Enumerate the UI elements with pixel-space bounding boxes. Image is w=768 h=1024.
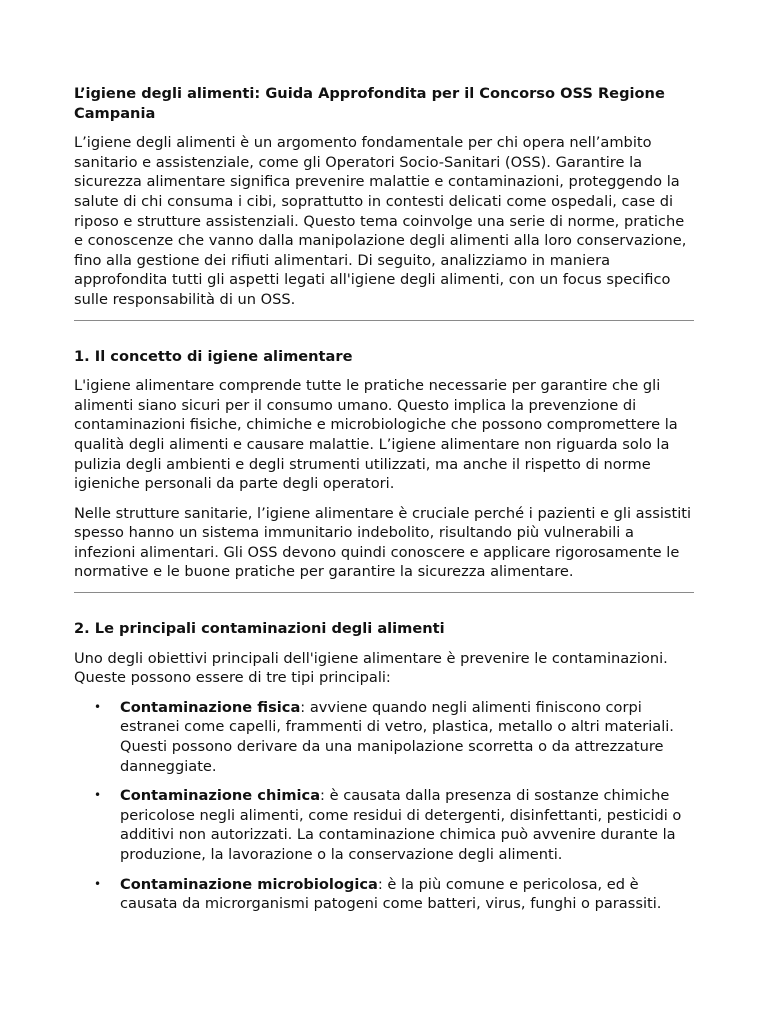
list-item	[94, 698, 694, 776]
section-2-heading: 2. Le principali contaminazioni degli alimenti	[74, 620, 445, 638]
bullet-icon: •	[94, 876, 102, 891]
list-item-text: : avviene quando negli alimenti finiscono corpi estranei come capelli, frammenti di vetro, plastica, metallo o altri materiali. Questi possono derivare da una manipolazione scorretta o da attrezzature danneggiate.	[120, 698, 674, 775]
section-2-paragraph-1: Uno degli obiettivi principali dell'igiene alimentare è prevenire le contaminazioni. Queste possono essere di tre tipi principali:	[74, 649, 668, 687]
bullet-icon: •	[94, 788, 102, 803]
section-1-heading: 1. Il concetto di igiene alimentare	[74, 347, 353, 365]
intro-paragraph: L’igiene degli alimenti è un argomento fondamentale per chi opera nell’ambito sanitario e assistenziale, come gli Operatori Socio-Sanitari (OSS). Garantire la sicurezza alimentare significa prevenire malattie e contaminazioni, proteggendo la salute di chi consuma i cibi, soprattutto in contesti delicati come ospedali, case di riposo e strutture assistenziali. Questo tema coinvolge una serie di norme, pratiche e conoscenze che vanno dalla manipolazione degli alimenti alla loro conservazione, fino alla gestione dei rifiuti alimentari. Di seguito, analizziamo in maniera approfondita tutti gli aspetti legati all'igiene degli alimenti, con un focus specifico sulle responsabilità di un OSS.	[74, 134, 687, 308]
list-item-term: Contaminazione fisica	[120, 698, 301, 716]
list-item-text: : è causata dalla presenza di sostanze chimiche pericolose negli alimenti, come residui di detergenti, disinfettanti, pesticidi o additivi non autorizzati. La contaminazione chimica può avvenire durante la produzione, la lavorazione o la conservazione degli alimenti.	[120, 787, 682, 863]
list-item-term: Contaminazione chimica	[120, 787, 321, 805]
section-divider	[74, 592, 694, 593]
section-1-paragraph-1: L'igiene alimentare comprende tutte le pratiche necessarie per garantire che gli alimenti siano sicuri per il consumo umano. Questo implica la prevenzione di contaminazioni fisiche, chimiche e microbiologiche che possono compromettere la qualità degli alimenti e causare malattie. L’igiene alimentare non riguarda solo la pulizia degli ambienti e degli strumenti utilizzati, ma anche il rispetto di norme igieniche personali da parte degli operatori.	[74, 377, 678, 493]
list-item-text: : è la più comune e pericolosa, ed è causata da microrganismi patogeni come batteri, virus, funghi o parassiti.	[120, 875, 662, 913]
section-divider	[74, 320, 694, 321]
bullet-icon: •	[94, 699, 102, 714]
document-title: L’igiene degli alimenti: Guida Approfondita per il Concorso OSS Regione Campania	[74, 85, 665, 122]
section-1-paragraph-2: Nelle strutture sanitarie, l’igiene alimentare è cruciale perché i pazienti e gli assistiti spesso hanno un sistema immunitario indebolito, risultando più vulnerabili a infezioni alimentari. Gli OSS devono quindi conoscere e applicare rigorosamente le normative e le buone pratiche per garantire la sicurezza alimentare.	[74, 504, 692, 581]
list-item-term: Contaminazione microbiologica	[120, 875, 378, 893]
list-item	[94, 786, 694, 864]
contamination-list	[74, 698, 694, 914]
list-item	[94, 875, 694, 914]
